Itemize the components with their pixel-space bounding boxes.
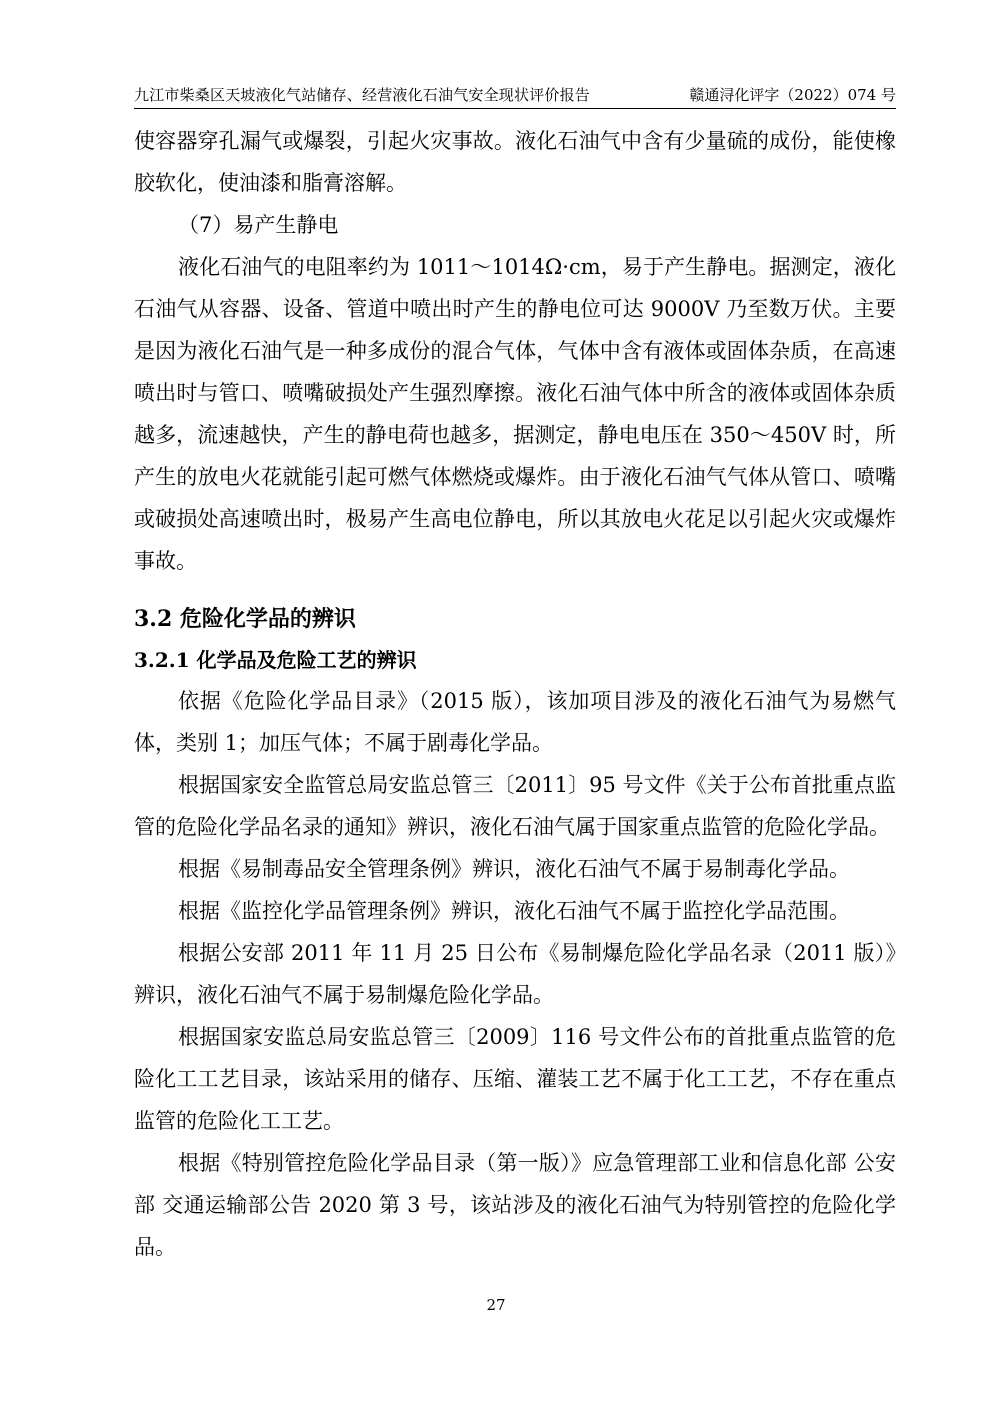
paragraph-monitored-chemicals: 根据《监控化学品管理条例》辨识，液化石油气不属于监控化学品范围。 bbox=[178, 899, 850, 923]
paragraph-hazard-catalog: 依据《危险化学品目录》（2015 版），该加项目涉及的液化石油气为易燃气体，类别 1；加压气体；不属于剧毒化学品。 bbox=[134, 689, 896, 755]
header-divider bbox=[134, 108, 896, 109]
paragraph-precursor-chemicals: 根据《易制毒品安全管理条例》辨识，液化石油气不属于易制毒化学品。 bbox=[178, 857, 850, 881]
paragraph-continued: 使容器穿孔漏气或爆裂，引起火灾事故。液化石油气中含有少量硫的成份，能使橡胶软化，使油漆和脂膏溶解。 bbox=[134, 129, 896, 195]
paragraph-hazardous-processes: 根据国家安监总局安监总管三〔2009〕116 号文件公布的首批重点监管的危险化工工艺目录，该站采用的储存、压缩、灌装工艺不属于化工工艺，不存在重点监管的危险化工工艺。 bbox=[134, 1025, 896, 1133]
header-report-number: 赣通浔化评字（2022）074 号 bbox=[689, 86, 896, 104]
page-header bbox=[134, 84, 896, 108]
document-body bbox=[134, 120, 896, 1268]
paragraph-explosive-precursors: 根据公安部 2011 年 11 月 25 日公布《易制爆危险化学品名录（2011 版）》辨识，液化石油气不属于易制爆危险化学品。 bbox=[134, 941, 896, 1007]
section-heading: 3.2 危险化学品的辨识 bbox=[134, 606, 356, 632]
paragraph-special-control: 根据《特别管控危险化学品目录（第一版）》应急管理部工业和信息化部 公安部 交通运输部公告 2020 第 3 号，该站涉及的液化石油气为特别管控的危险化学品。 bbox=[134, 1151, 896, 1259]
page-number: 27 bbox=[486, 1296, 506, 1314]
subsection-item-static-electricity: （7）易产生静电 bbox=[178, 213, 339, 237]
paragraph-key-supervision: 根据国家安全监管总局安监总管三〔2011〕95 号文件《关于公布首批重点监管的危险化学品名录的通知》辨识，液化石油气属于国家重点监管的危险化学品。 bbox=[134, 773, 896, 839]
paragraph-static-electricity: 液化石油气的电阻率约为 1011～1014Ω·cm，易于产生静电。据测定，液化石油气从容器、设备、管道中喷出时产生的静电位可达 9000V 乃至数万伏。主要是因为液化石油气是一种多成份的混合气体，气体中含有液体或固体杂质，在高速喷出时与管口、喷嘴破损处产生强烈摩擦。液化石油气体中所含的液体或固体杂质越多，流速越快，产生的静电荷也越多，据测定，静电电压在 350～450V 时，所产生的放电火花就能引起可燃气体燃烧或爆炸。由于液化石油气气体从管口、喷嘴或破损处高速喷出时，极易产生高电位静电，所以其放电火花足以引起火灾或爆炸事故。 bbox=[134, 255, 896, 573]
subsection-heading: 3.2.1 化学品及危险工艺的辨识 bbox=[134, 648, 417, 672]
header-report-title: 九江市柴桑区天坡液化气站储存、经营液化石油气安全现状评价报告 bbox=[134, 86, 591, 104]
